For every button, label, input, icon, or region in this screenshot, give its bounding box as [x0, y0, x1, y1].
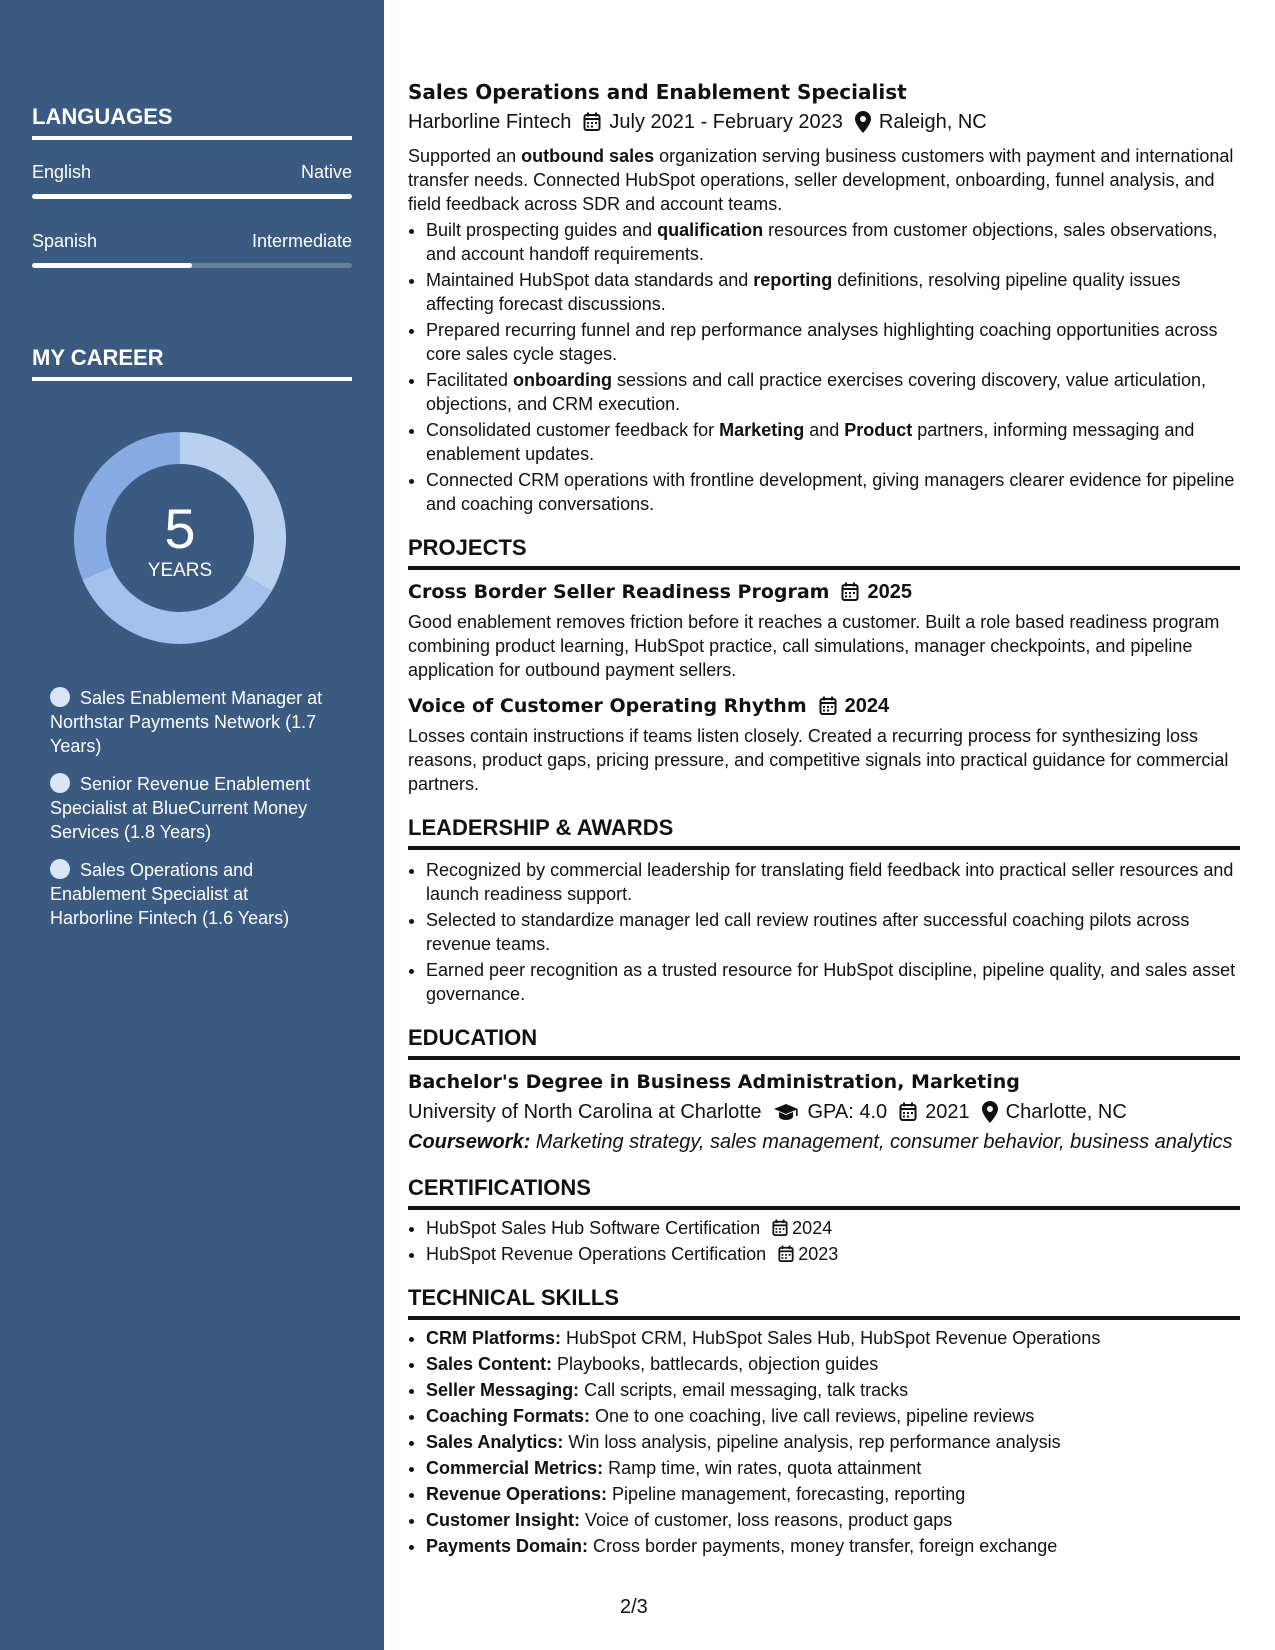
graduation-cap-icon — [773, 1103, 799, 1121]
calendar-icon — [841, 582, 859, 602]
list-item: • Connected CRM operations with frontline development, giving managers clearer evidence for pipeline and coaching conversations. — [426, 468, 1240, 516]
project-description: Losses contain instructions if teams listen closely. Created a recurring process for synthesizing loss reasons, product gaps, pricing pressure, and competitive signals into practical guidance for commercial partners. — [408, 726, 1229, 794]
job-company: Harborline Fintech — [408, 111, 572, 133]
language-level: Intermediate — [251, 231, 352, 251]
list-item: • Recognized by commercial leadership for translating field feedback into practical seller resources and launch readiness support. — [426, 858, 1240, 906]
calendar-icon — [583, 112, 601, 132]
list-item: • Earned peer recognition as a trusted resource for HubSpot discipline, pipeline quality, and sales asset governance. — [426, 958, 1240, 1006]
language-bar-fill — [32, 194, 352, 199]
career-years-label: YEARS — [147, 560, 213, 581]
career-item-text: Senior Revenue Enablement Specialist at BlueCurrent Money Services (1.8 Years) — [50, 774, 311, 842]
project-description: Good enablement removes friction before it reaches a customer. Built a role based readiness program combining product learning, HubSpot practice, call simulations, manager checkpoints, and pipeline application for outbound payment sellers. — [408, 612, 1220, 680]
location-pin-icon — [855, 111, 871, 133]
language-bar-fill — [32, 263, 192, 268]
project-title: Cross Border Seller Readiness Program 2025 — [408, 578, 1240, 606]
career-item-text: Sales Operations and Enablement Specialist at Harborline Fintech (1.6 Years) — [50, 860, 290, 928]
languages-heading: LANGUAGES — [32, 104, 352, 140]
education-heading: EDUCATION — [408, 1024, 1240, 1060]
project-year: 2025 — [867, 581, 912, 603]
location-pin-icon — [982, 1101, 998, 1123]
job-location: Raleigh, NC — [878, 111, 987, 133]
career-item — [50, 772, 330, 844]
list-item: • Consolidated customer feedback for Marketing and Product partners, informing messaging and enablement updates. — [426, 418, 1240, 466]
language-row-english — [32, 162, 352, 183]
list-item: • Sales Analytics: Win loss analysis, pipeline analysis, rep performance analysis — [426, 1430, 1240, 1454]
list-item: • Sales Content: Playbooks, battlecards, objection guides — [426, 1352, 1240, 1376]
list-item: • Customer Insight: Voice of customer, loss reasons, product gaps — [426, 1508, 1240, 1532]
list-item: • Seller Messaging: Call scripts, email messaging, talk tracks — [426, 1378, 1240, 1402]
page-number: 2/3 — [620, 1596, 648, 1618]
list-item: • HubSpot Revenue Operations Certification 2023 — [426, 1242, 1240, 1266]
school-location: Charlotte, NC — [1005, 1101, 1127, 1123]
school-name: University of North Carolina at Charlotte — [408, 1101, 762, 1123]
language-name: Spanish — [32, 231, 98, 251]
list-item: • Coaching Formats: One to one coaching, live call reviews, pipeline reviews — [426, 1404, 1240, 1428]
career-list — [50, 686, 330, 944]
project-year: 2024 — [844, 695, 890, 717]
list-item: • Prepared recurring funnel and rep performance analyses highlighting coaching opportunities across core sales cycle stages. — [426, 318, 1240, 366]
career-years-number: 5 — [164, 497, 196, 560]
skills-heading: TECHNICAL SKILLS — [408, 1284, 1240, 1320]
list-item: • Payments Domain: Cross border payments, money transfer, foreign exchange — [426, 1534, 1240, 1558]
sidebar — [0, 0, 384, 1650]
bullet-dot-icon — [50, 687, 70, 707]
language-row-spanish — [32, 231, 352, 252]
calendar-icon — [819, 696, 837, 716]
language-level: Native — [300, 162, 352, 182]
list-item: • CRM Platforms: HubSpot CRM, HubSpot Sales Hub, HubSpot Revenue Operations — [426, 1326, 1240, 1350]
career-item-text: Sales Enablement Manager at Northstar Payments Network (1.7 Years) — [50, 688, 323, 756]
list-item: • Built prospecting guides and qualification resources from customer objections, sales observations, and account handoff requirements. — [426, 218, 1240, 266]
degree-title: Bachelor's Degree in Business Administration, Marketing — [408, 1071, 1020, 1093]
language-bar-english — [32, 194, 352, 199]
list-item: • Selected to standardize manager led call review routines after successful coaching pilots across revenue teams. — [426, 908, 1240, 956]
skills-list — [408, 1326, 1240, 1558]
job-meta — [408, 108, 1240, 136]
coursework: Coursework: Marketing strategy, sales management, consumer behavior, business analytics — [408, 1131, 1233, 1153]
certifications-heading: CERTIFICATIONS — [408, 1174, 1240, 1210]
list-item: • Commercial Metrics: Ramp time, win rates, quota attainment — [426, 1456, 1240, 1480]
main-content — [408, 78, 1240, 1560]
education-meta — [408, 1098, 1240, 1126]
leadership-heading: LEADERSHIP & AWARDS — [408, 814, 1240, 850]
job-bullets — [408, 218, 1240, 516]
career-item — [50, 858, 330, 930]
job-dates: July 2021 - February 2023 — [609, 111, 843, 133]
projects-heading: PROJECTS — [408, 534, 1240, 570]
gpa: GPA: 4.0 — [807, 1101, 888, 1123]
leadership-list — [408, 858, 1240, 1006]
career-donut-chart — [66, 424, 294, 652]
career-heading: MY CAREER — [32, 345, 352, 381]
career-item — [50, 686, 330, 758]
job-summary: Supported an outbound sales organization serving business customers with payment and international transfer needs. Connected HubSpot operations, seller development, onboarding, funnel analysis, and field feedback across SDR and account teams. — [408, 146, 1234, 214]
list-item: • HubSpot Sales Hub Software Certification 2024 — [426, 1216, 1240, 1240]
graduation-year: 2021 — [925, 1101, 970, 1123]
language-bar-spanish — [32, 263, 352, 268]
list-item: • Facilitated onboarding sessions and call practice exercises covering discovery, value articulation, objections, and CRM execution. — [426, 368, 1240, 416]
bullet-dot-icon — [50, 773, 70, 793]
project-title: Voice of Customer Operating Rhythm 2024 — [408, 692, 1240, 720]
calendar-icon — [778, 1245, 794, 1263]
calendar-icon — [899, 1102, 917, 1122]
list-item: • Revenue Operations: Pipeline management, forecasting, reporting — [426, 1482, 1240, 1506]
job-title: Sales Operations and Enablement Specialist — [408, 80, 907, 104]
bullet-dot-icon — [50, 859, 70, 879]
list-item: • Maintained HubSpot data standards and reporting definitions, resolving pipeline quality issues affecting forecast discussions. — [426, 268, 1240, 316]
language-name: English — [32, 162, 92, 182]
certifications-list — [408, 1216, 1240, 1266]
calendar-icon — [772, 1219, 788, 1237]
